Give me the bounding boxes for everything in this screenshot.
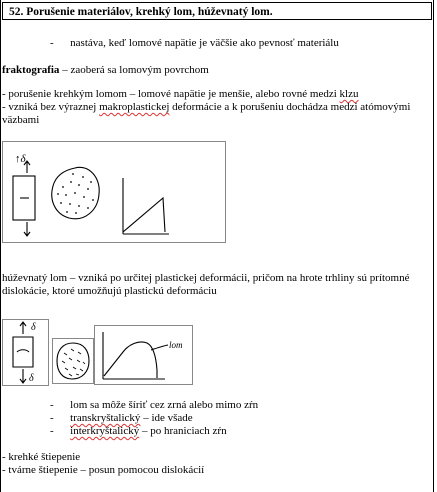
krehky-text-1: - porušenie krehkým lomom – lomové napätie je menšie, alebo rovné medzi xyxy=(2,88,340,100)
huzevnaty-line-2 xyxy=(2,285,217,297)
krehke-stiepenie-line xyxy=(2,451,80,463)
ductile-specimen-bar xyxy=(13,337,33,367)
intro-bullet xyxy=(50,37,339,49)
huzevnaty-text-2: dislokácie, ktoré umožňujú plastickú deformáciu xyxy=(2,285,217,297)
section-title-box xyxy=(2,2,432,20)
list-item-1 xyxy=(50,399,258,411)
sigma-top-label: ↑δ xyxy=(15,153,26,165)
ductile-load-arrow-top xyxy=(20,322,26,334)
spell-interkrystalicky: interkryštalický xyxy=(70,425,140,437)
huzevnaty-line-1 xyxy=(2,272,410,284)
load-arrow-bottom xyxy=(24,222,30,236)
huzevnaty-text-1: húževnatý lom – vzniká po určitej plastickej deformácii, pričom na hrote trhliny sú prítomné xyxy=(2,272,410,284)
ductile-curve-drawing xyxy=(95,326,192,384)
fraktografia-line xyxy=(2,64,209,76)
krehky-text-2a: - vzniká bez výraznej xyxy=(2,101,100,113)
list-dash-1: - xyxy=(50,399,71,411)
ductile-crack xyxy=(17,350,29,352)
fraktografia-term: fraktografia xyxy=(2,64,60,76)
krehky-line-3 xyxy=(2,114,39,126)
list-item-3 xyxy=(50,425,227,437)
krehky-line-1 xyxy=(2,88,359,100)
ductile-stress-strain-sketch xyxy=(94,325,193,385)
lom-label: lom xyxy=(169,340,183,350)
ductile-sigma-top: δ xyxy=(31,322,36,333)
spell-transkrystalicky: transkryštalický xyxy=(70,412,141,424)
ductile-specimen-drawing xyxy=(3,320,48,385)
spell-makroplastickej: makroplastickej xyxy=(99,101,170,113)
brittle-fracture-sketch xyxy=(2,141,226,243)
brittle-sketch-drawing xyxy=(3,142,225,242)
dimple-surface-sketch xyxy=(52,338,94,384)
ductile-curve xyxy=(104,342,157,378)
krehky-line-2 xyxy=(2,101,410,113)
list-dash-3: - xyxy=(50,425,71,437)
krehky-text-3: väzbami xyxy=(2,114,40,126)
section-title: 52. Porušenie materiálov, krehký lom, húževnatý lom. xyxy=(9,6,273,18)
page-border-right xyxy=(433,0,434,492)
intro-text: nastáva, keď lomové napätie je väčšie ako pevnosť materiálu xyxy=(70,37,339,49)
lom-pointer xyxy=(151,345,168,350)
tvarne-stiepenie-line xyxy=(2,464,204,476)
spell-klzu: klzu xyxy=(339,88,359,100)
fraktografia-definition: – zaoberá sa lomovým povrchom xyxy=(59,64,209,76)
dimple-outline xyxy=(57,343,89,379)
brittle-curve xyxy=(123,198,165,232)
bullet-dash: - xyxy=(50,37,71,49)
ductile-specimen-sketch xyxy=(2,319,49,386)
page-border-left xyxy=(0,0,1,492)
tvarne-stiepenie-text: - tvárne štiepenie – posun pomocou dislokácií xyxy=(2,464,205,476)
ductile-sigma-bottom: δ xyxy=(29,373,34,384)
krehky-text-2c: deformácie a k porušeniu dochádza medzi atómovými xyxy=(169,101,411,113)
ductile-load-arrow-bottom xyxy=(20,369,26,383)
krehke-stiepenie-text: - krehké štiepenie xyxy=(2,451,81,463)
list-text-1: lom sa môže šíriť cez zrná alebo mimo zŕn xyxy=(70,399,259,411)
list-text-2b: – ide všade xyxy=(140,412,193,424)
list-item-2 xyxy=(50,412,193,424)
list-text-3b: – po hraniciach zŕn xyxy=(139,425,227,437)
dimple-surface-drawing xyxy=(53,339,93,383)
list-dash-2: - xyxy=(50,412,71,424)
